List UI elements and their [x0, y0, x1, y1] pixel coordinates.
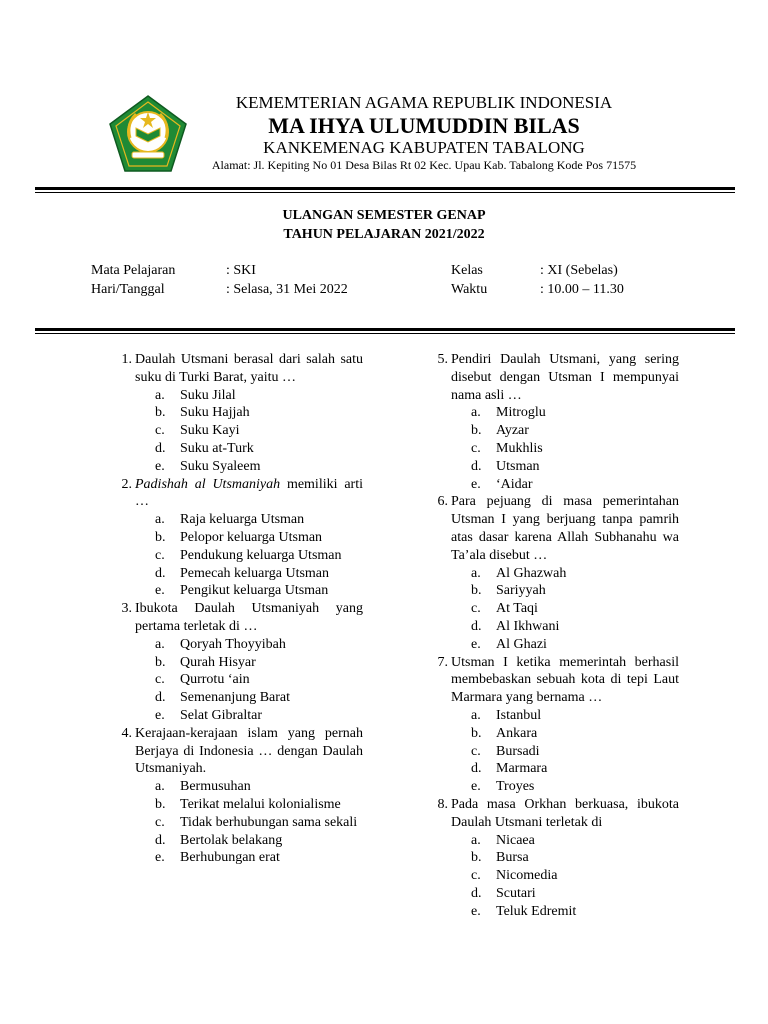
option-c [135, 547, 363, 565]
option-d [135, 689, 363, 707]
option-text: Ankara [496, 725, 538, 741]
option-d [451, 760, 679, 778]
time-value: : 10.00 – 11.30 [540, 282, 624, 297]
option-c [135, 422, 363, 440]
option-e [135, 458, 363, 476]
option-letter: d. [155, 440, 166, 456]
time-label: Waktu [451, 282, 488, 297]
question-2 [121, 476, 363, 601]
option-letter: e. [155, 458, 165, 474]
option-text: Suku Kayi [180, 423, 240, 439]
school-address: Alamat: Jl. Kepiting No 01 Desa Bilas Rt 02 Kec. Upau Kab. Tabalong Kode Pos 71575 [211, 158, 637, 172]
question-number: 3. [121, 601, 132, 617]
option-text: Nicaea [496, 832, 535, 848]
question-text-rest: memiliki arti … [135, 476, 363, 510]
option-c [135, 671, 363, 689]
question-text: Pada masa Orkhan berkuasa, ibukota Daulah Utsmani terletak di [451, 796, 679, 830]
option-letter: b. [471, 725, 482, 741]
option-letter: b. [471, 850, 482, 866]
option-e [135, 582, 363, 600]
option-letter: b. [471, 423, 482, 439]
option-letter: d. [471, 761, 482, 777]
option-letter: c. [471, 440, 481, 456]
option-text: Troyes [496, 779, 535, 795]
option-text: Nicomedia [496, 868, 558, 884]
option-text: Al Ghazwah [496, 565, 567, 581]
option-text: Sariyyah [496, 583, 546, 599]
option-a [135, 778, 363, 796]
option-e [451, 636, 679, 654]
option-letter: c. [155, 423, 165, 439]
date-value: : Selasa, 31 Mei 2022 [226, 282, 348, 297]
question-number: 8. [437, 796, 448, 812]
option-text: Al Ghazi [496, 636, 547, 652]
answer-options [135, 636, 363, 725]
option-text: Marmara [496, 761, 548, 777]
option-a [135, 636, 363, 654]
option-text: Suku Jilal [180, 387, 236, 403]
option-text: Suku Syaleem [180, 458, 261, 474]
option-text: Teluk Edremit [496, 903, 577, 919]
option-c [451, 440, 679, 458]
option-letter: a. [155, 387, 165, 403]
option-d [451, 885, 679, 903]
option-text: Bursa [496, 850, 529, 866]
option-d [451, 618, 679, 636]
option-text: Mitroglu [496, 405, 546, 421]
question-3 [121, 600, 363, 725]
question-number: 2. [121, 476, 132, 492]
question-text: Utsman I ketika memerintah berhasil membebaskan sebuah kota di tepi Laut Marmara yang bernama … [451, 654, 679, 706]
option-text: Qurrotu ‘ain [180, 672, 250, 688]
option-text: Scutari [496, 885, 536, 901]
option-b [135, 529, 363, 547]
option-text: ‘Aidar [496, 476, 533, 492]
option-letter: c. [471, 868, 481, 884]
question-text: Para pejuang di masa pemerintahan Utsman I yang berjuang tanpa pamrih atas dasar karena Allah Subhanahu wa Ta’ala disebut … [451, 494, 679, 563]
option-text: Bermusuhan [180, 779, 251, 795]
question-4 [121, 725, 363, 867]
option-text: Pelopor keluarga Utsman [180, 529, 323, 545]
option-text: Suku at-Turk [180, 440, 254, 456]
option-letter: e. [155, 707, 165, 723]
option-letter: d. [155, 565, 166, 581]
option-text: Bertolak belakang [180, 832, 283, 848]
option-b [135, 654, 363, 672]
option-letter: a. [471, 832, 481, 848]
question-1 [121, 351, 363, 476]
question-text: Pendiri Daulah Utsmani, yang sering disebut dengan Utsman I mempunyai nama asli … [451, 352, 679, 403]
option-text: Istanbul [496, 707, 542, 723]
school-name: MA IHYA ULUMUDDIN BILAS [268, 113, 580, 138]
question-number: 4. [121, 725, 132, 741]
option-d [135, 832, 363, 850]
option-letter: a. [155, 636, 165, 652]
question-text [135, 476, 363, 512]
option-letter: e. [471, 636, 481, 652]
exam-title: ULANGAN SEMESTER GENAP [282, 208, 486, 223]
option-text: Terikat melalui kolonialisme [180, 796, 341, 812]
answer-options [451, 404, 679, 493]
kemenag-logo [108, 94, 188, 174]
answer-options [135, 778, 363, 867]
option-text: Ayzar [496, 423, 529, 439]
option-a [135, 511, 363, 529]
option-letter: c. [155, 672, 165, 688]
answer-options [135, 387, 363, 476]
option-letter: d. [155, 832, 166, 848]
answer-options [451, 832, 679, 921]
option-letter: b. [155, 405, 166, 421]
question-number: 6. [437, 494, 448, 510]
question-text: Daulah Utsmani berasal dari salah satu suku di Turki Barat, yaitu … [135, 352, 363, 385]
option-text: Selat Gibraltar [180, 707, 263, 723]
question-text: Kerajaan-kerajaan islam yang pernah Berjaya di Indonesia … dengan Daulah Utsmaniyah. [135, 725, 363, 777]
class-value: : XI (Sebelas) [540, 263, 618, 278]
header-divider-thin [35, 192, 735, 193]
question-italic-term: Padishah al Utsmaniyah [135, 476, 281, 492]
question-number: 7. [437, 654, 448, 670]
class-label: Kelas [451, 263, 483, 278]
option-a [135, 387, 363, 405]
option-letter: a. [155, 512, 165, 528]
option-letter: e. [471, 779, 481, 795]
option-d [135, 440, 363, 458]
option-text: Mukhlis [496, 440, 543, 456]
option-text: Utsman [496, 458, 540, 474]
question-6 [437, 493, 679, 653]
option-text: Al Ikhwani [496, 618, 560, 634]
answer-options [451, 565, 679, 654]
question-text: Ibukota Daulah Utsmaniyah yang pertama terletak di … [135, 601, 363, 634]
option-d [451, 458, 679, 476]
option-b [451, 725, 679, 743]
option-letter: d. [471, 458, 482, 474]
option-text: Bursadi [496, 743, 540, 759]
option-text: Raja keluarga Utsman [180, 512, 305, 528]
option-e [135, 849, 363, 867]
option-text: Tidak berhubungan sama sekali [180, 814, 358, 830]
option-letter: d. [471, 618, 482, 634]
subject-value: : SKI [226, 263, 256, 278]
questions-left-column [121, 351, 363, 867]
option-b [135, 796, 363, 814]
option-e [451, 778, 679, 796]
option-letter: a. [471, 405, 481, 421]
option-a [451, 707, 679, 725]
regency-office: KANKEMENAG KABUPATEN TABALONG [263, 138, 585, 157]
option-e [451, 476, 679, 494]
questions-right-column [437, 351, 679, 921]
option-b [451, 422, 679, 440]
header-divider-thick [35, 187, 735, 190]
option-text: Pendukung keluarga Utsman [180, 547, 342, 563]
answer-options [135, 511, 363, 600]
question-5 [437, 351, 679, 493]
option-text: Berhubungan erat [180, 850, 280, 866]
option-letter: d. [155, 690, 166, 706]
question-7 [437, 654, 679, 796]
option-letter: a. [471, 707, 481, 723]
option-letter: e. [471, 476, 481, 492]
academic-year: TAHUN PELAJARAN 2021/2022 [283, 227, 485, 242]
option-text: Pengikut keluarga Utsman [180, 583, 329, 599]
option-letter: e. [155, 850, 165, 866]
option-b [451, 582, 679, 600]
option-c [451, 743, 679, 761]
question-number: 1. [121, 352, 132, 367]
option-letter: e. [471, 903, 481, 919]
option-text: Pemecah keluarga Utsman [180, 565, 330, 581]
option-letter: c. [155, 814, 165, 830]
subject-label: Mata Pelajaran [91, 263, 176, 278]
option-e [135, 707, 363, 725]
option-text: Qoryah Thoyyibah [180, 636, 286, 652]
question-number: 5. [437, 352, 448, 367]
option-a [451, 565, 679, 583]
option-e [451, 903, 679, 921]
option-text: Semenanjung Barat [180, 690, 291, 706]
answer-options [451, 707, 679, 796]
option-letter: b. [155, 654, 166, 670]
option-c [451, 867, 679, 885]
option-text: Qurah Hisyar [180, 654, 256, 670]
option-letter: c. [471, 601, 481, 617]
option-a [451, 404, 679, 422]
option-letter: d. [471, 885, 482, 901]
option-letter: c. [471, 743, 481, 759]
option-letter: b. [155, 796, 166, 812]
ministry-name: KEMEMTERIAN AGAMA REPUBLIK INDONESIA [235, 93, 613, 112]
option-c [135, 814, 363, 832]
option-letter: b. [155, 529, 166, 545]
option-letter: e. [155, 583, 165, 599]
date-label: Hari/Tanggal [91, 282, 165, 297]
option-b [135, 404, 363, 422]
option-text: Suku Hajjah [180, 405, 250, 421]
option-c [451, 600, 679, 618]
option-letter: a. [155, 779, 165, 795]
option-b [451, 849, 679, 867]
info-divider-thin [35, 333, 735, 334]
info-divider-thick [35, 328, 735, 331]
option-letter: b. [471, 583, 482, 599]
option-letter: a. [471, 565, 481, 581]
question-8 [437, 796, 679, 921]
option-text: At Taqi [496, 601, 538, 617]
option-d [135, 565, 363, 583]
option-a [451, 832, 679, 850]
option-letter: c. [155, 547, 165, 563]
